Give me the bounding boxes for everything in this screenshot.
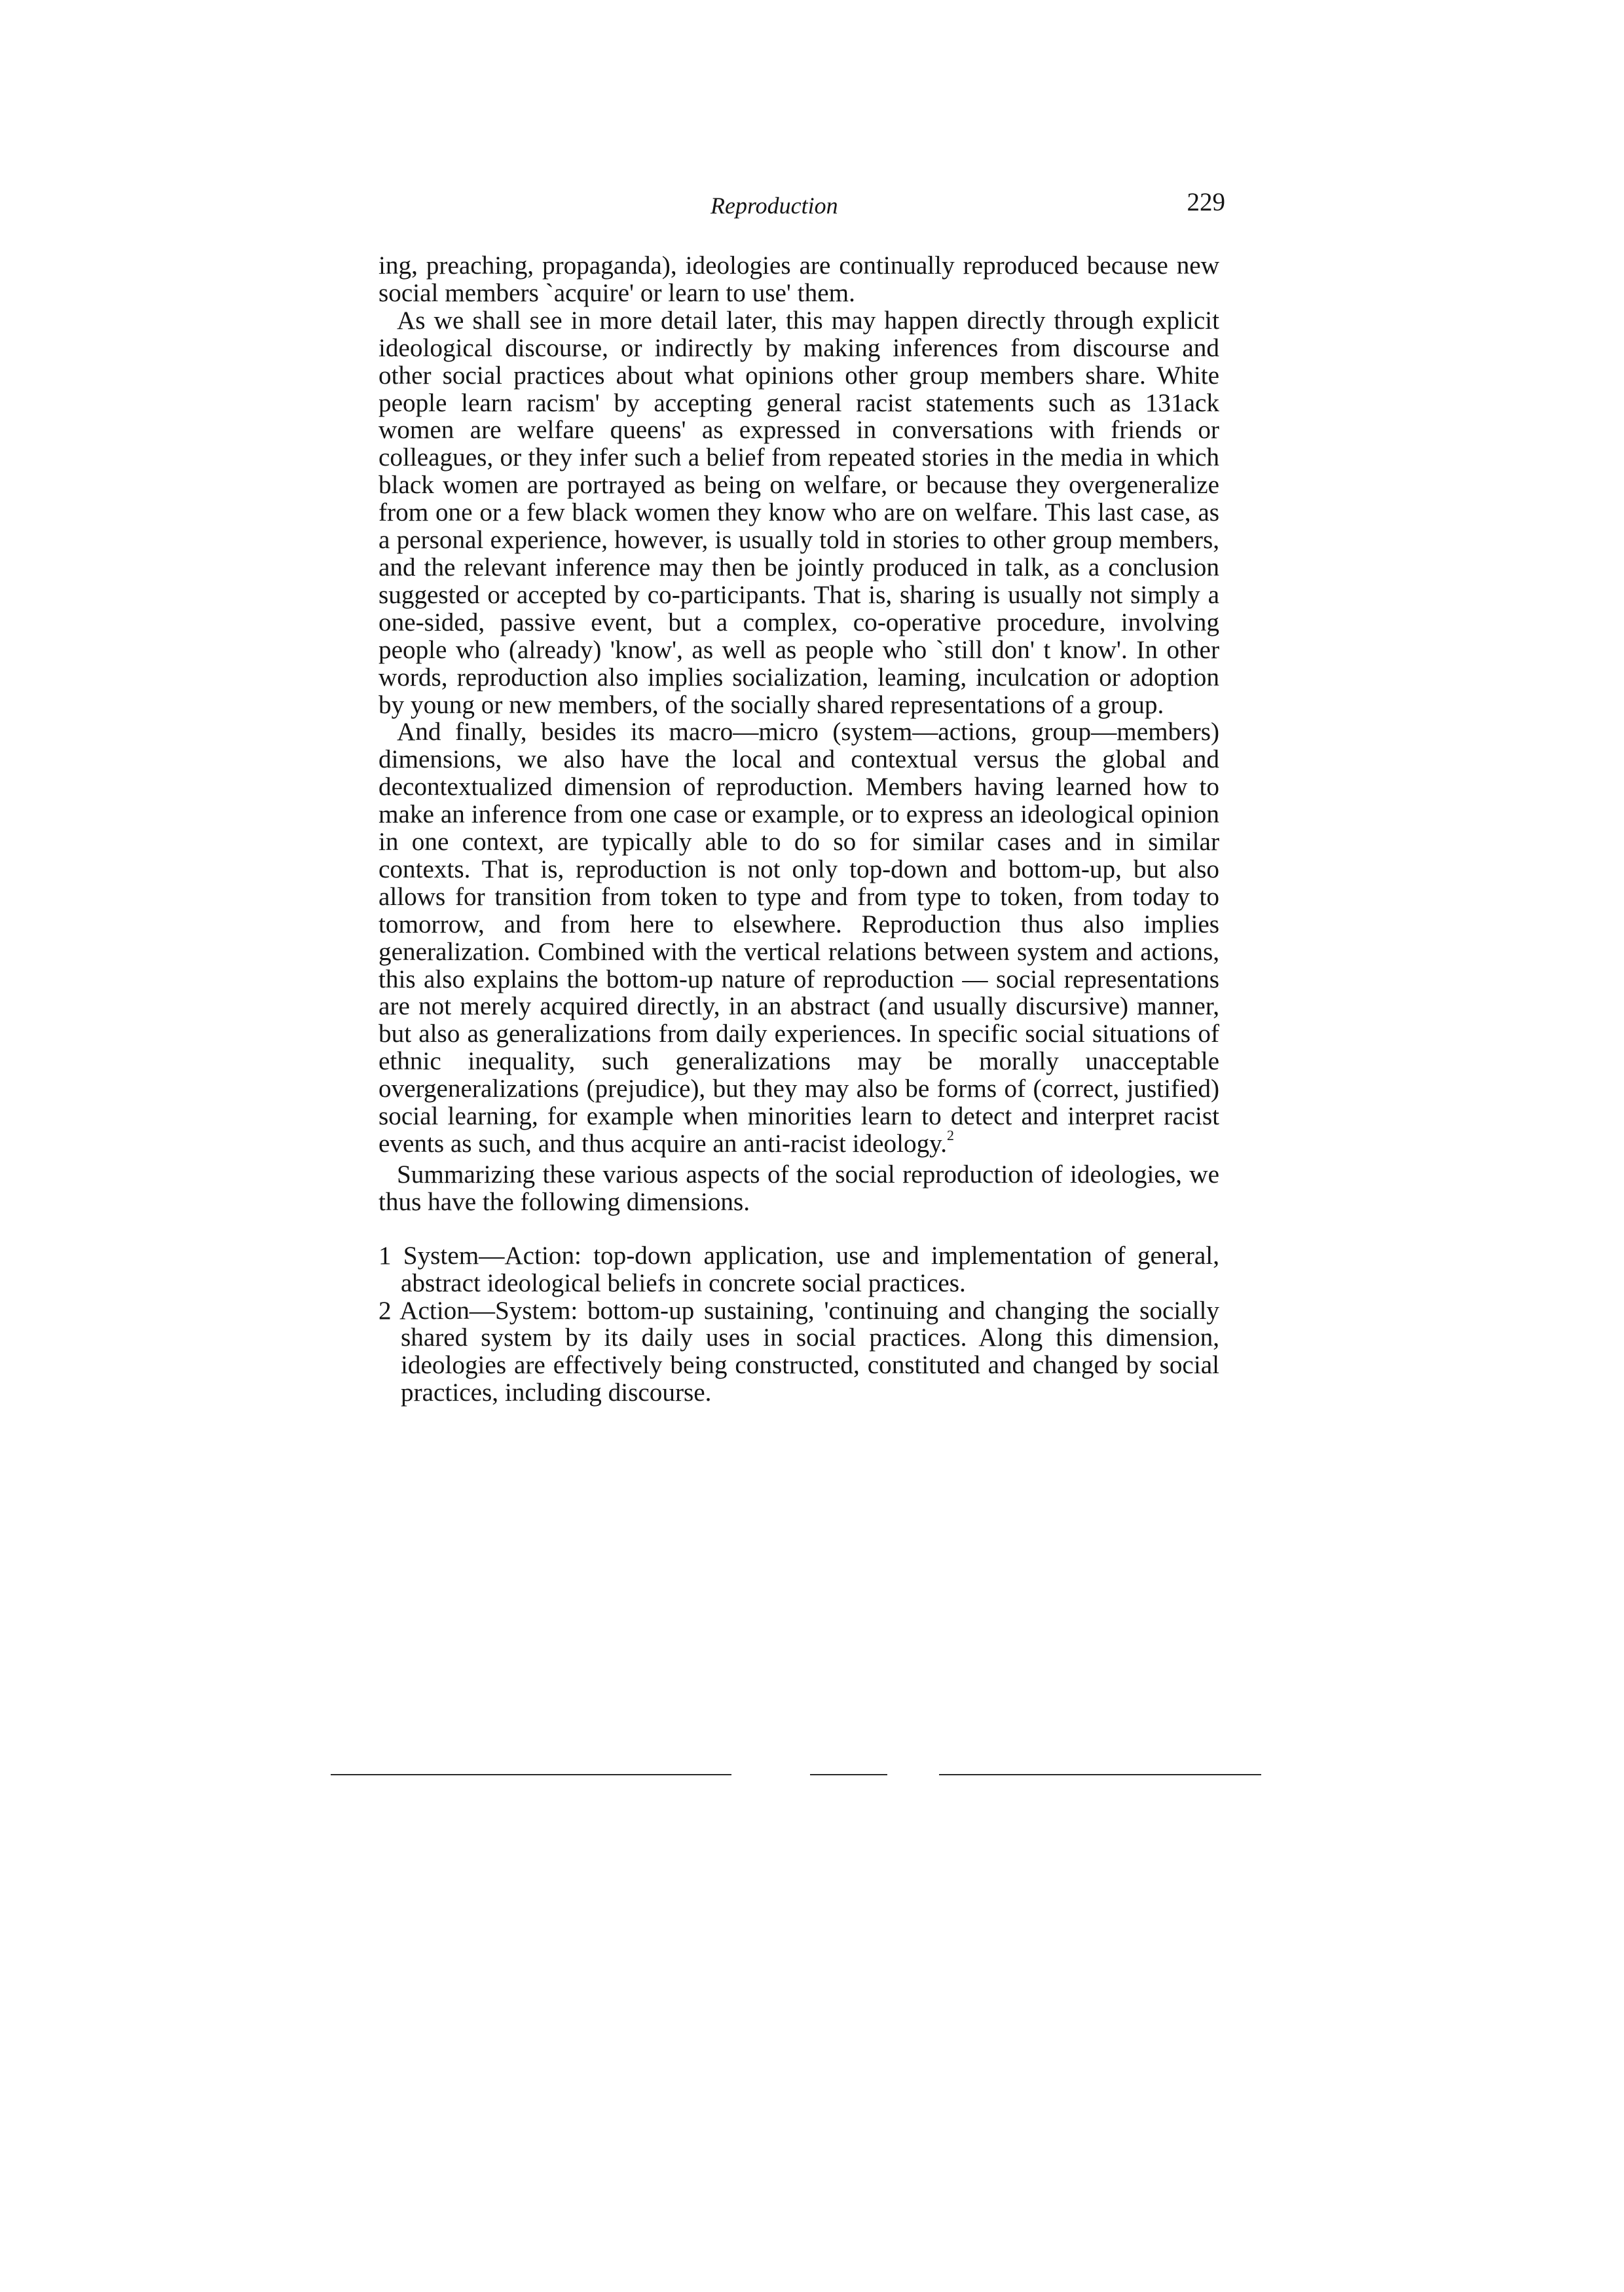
body-text [378,252,1219,1407]
footnote-marker: 2 [947,1127,955,1143]
paragraph-2: As we shall see in more detail later, this may happen directly through explicit ideological discourse, or indirectly by making inferences from discourse and other social practices about what opinions other group members share. White people learn racism' by accepting general racist statements such as 131ack women are welfare queens' as expressed in conversations with friends or colleagues, or they infer such a belief from repeated stories in the media in which black women are portrayed as being on welfare, or because they overgeneralize from one or a few black women they know who are on welfare. This last case, as a personal experience, however, is usually told in stories to other group members, and the relevant inference may then be jointly produced in talk, as a conclusion suggested or accepted by co-participants. That is, sharing is usually not simply a one-sided, passive event, but a complex, co-operative procedure, involving people who (already) 'know', as well as people who `still don' t know'. In other words, reproduction also implies socialization, leaming, inculcation or adoption by young or new members, of the socially shared representations of a group. [378,306,1219,719]
paragraph-4: Summarizing these various aspects of the social reproduction of ideologies, we thus have the following dimensions. [378,1160,1219,1216]
footer-rule-right [939,1774,1261,1775]
dimensions-list [378,1242,1219,1407]
page-number: 229 [1187,188,1225,216]
list-item: 2 Action—System: bottom-up sustaining, 'continuing and changing the socially shared system by its daily uses in social practices. Along this dimension, ideologies are effectively being constructed, constituted and changed by social practices, including discourse. [378,1296,1219,1407]
paragraph-1: ing, preaching, propaganda), ideologies are continually reproduced because new social members `acquire' or learn to use' them. [378,251,1219,307]
paragraph-3 [378,718,1219,1161]
running-title: Reproduction [710,193,838,219]
footer-rule-middle [810,1774,887,1775]
list-item: 1 System—Action: top-down application, use and implementation of general, abstract ideological beliefs in concrete social practices. [378,1241,1219,1297]
paragraph-3-text: And finally, besides its macro—micro (system—actions, group—members) dimensions, we also have the local and contextual versus the global and decontextualized dimension of reproduction. Members having learned how to make an inference from one case or example, or to express an ideological opinion in one context, are typically able to do so for similar cases and in similar contexts. That is, reproduction is not only top-down and bottom-up, but also allows for transition from token to type and from type to token, from today to tomorrow, and from here to elsewhere. Reproduction thus also implies generalization. Combined with the vertical relations between system and actions, this also explains the bottom-up nature of reproduction — social representations are not merely acquired directly, in an abstract (and usually discursive) manner, but also as generalizations from daily experiences. In specific social situations of ethnic inequality, such generalizations may be morally unacceptable overgeneralizations (prejudice), but they may also be forms of (correct, justified) social learning, for example when minorities learn to detect and interpret racist events as such, and thus acquire an anti-racist ideology. [378,718,1219,1158]
footer-rule-left [331,1774,731,1775]
running-head [331,187,1234,227]
